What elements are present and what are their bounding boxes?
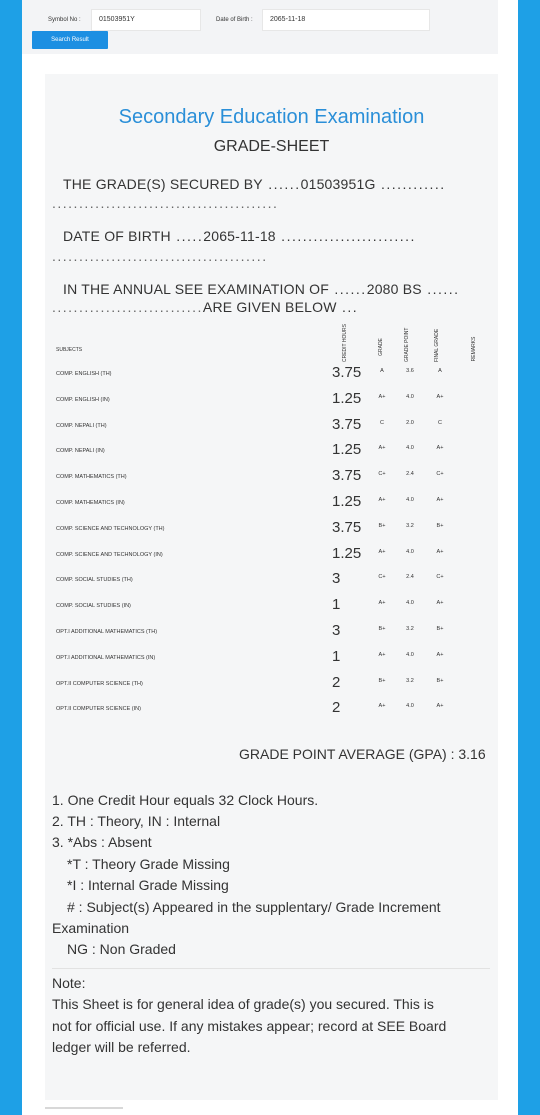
subject-cell: OPT.II COMPUTER SCIENCE (TH) (56, 680, 143, 687)
grade-cell: A (380, 368, 384, 374)
disclaimer-line: not for official use. If any mistakes appear; record at SEE Board (52, 1018, 447, 1034)
note-item: # : Subject(s) Appeared in the supplentary/ Grade Increment (67, 899, 441, 915)
given-below-text: ARE GIVEN BELOW (202, 299, 337, 315)
credit-hours-cell: 3 (332, 570, 341, 588)
final-grade-cell: C (438, 419, 442, 426)
credit-hours-cell: 1 (332, 596, 341, 614)
subject-cell: COMP. NEPALI (IN) (56, 448, 105, 455)
given-below-line: ............................ARE GIVEN BELOW ... (52, 299, 359, 315)
credit-hours-cell: 2 (332, 699, 341, 717)
grade-point-cell: 2.4 (406, 471, 414, 478)
symbol-label: Symbol No : (48, 17, 81, 23)
symbol-input[interactable]: 01503951Y (91, 9, 201, 31)
table-row (0, 672, 540, 698)
final-grade-cell: A+ (436, 548, 444, 555)
dob-line-label: DATE OF BIRTH (63, 228, 171, 244)
grade-point-cell: 4.0 (406, 393, 414, 400)
final-grade-cell: A+ (436, 703, 444, 710)
grade-point-cell: 3.2 (406, 677, 414, 684)
note-item: 2. TH : Theory, IN : Internal (52, 813, 221, 829)
grade-point-cell: 2.4 (406, 574, 414, 581)
dob-input[interactable]: 2065-11-18 (262, 9, 430, 31)
table-row (0, 465, 540, 491)
table-row (0, 388, 540, 414)
credit-hours-cell: 3.75 (332, 364, 362, 381)
subject-cell: COMP. MATHEMATICS (IN) (56, 500, 125, 506)
grade-cell: C+ (378, 574, 386, 581)
secured-by-value: 01503951G (300, 176, 376, 192)
exam-value: 2080 BS (366, 281, 422, 297)
exam-title: Secondary Education Examination (118, 106, 425, 128)
search-result-button[interactable]: Search Result (32, 31, 108, 49)
credit-hours-cell: 1.25 (332, 389, 362, 407)
dotted-line: ........................................ (52, 248, 268, 264)
note-item: *T : Theory Grade Missing (67, 856, 230, 872)
table-row (0, 594, 540, 620)
table-row (0, 439, 540, 465)
table-row (0, 362, 540, 388)
dotted-line: .......................................... (52, 195, 279, 211)
grade-point-cell: 4.0 (406, 651, 414, 658)
grade-cell: A+ (378, 497, 386, 503)
gpa-text: GRADE POINT AVERAGE (GPA) : 3.16 (239, 746, 486, 762)
note-item: 1. One Credit Hour equals 32 Clock Hours. (52, 792, 319, 808)
grade-cell: A+ (378, 600, 386, 607)
final-grade-header: FINAL GRADE (434, 328, 440, 362)
subject-cell: COMP. ENGLISH (TH) (56, 371, 112, 377)
final-grade-cell: A+ (436, 445, 444, 452)
credit-hours-cell: 1 (332, 647, 341, 665)
grade-cell: A+ (378, 393, 386, 400)
dob-line-value: 2065-11-18 (203, 228, 276, 244)
credit-hours-header: CREDIT HOURS (342, 324, 348, 362)
credit-hours-cell: 1.25 (332, 493, 362, 510)
final-grade-cell: B+ (436, 677, 444, 684)
final-grade-cell: A+ (436, 497, 444, 503)
subject-cell: COMP. SOCIAL STUDIES (TH) (56, 577, 133, 584)
dob-label: Date of Birth : (216, 17, 253, 23)
subjects-header: SUBJECTS (56, 347, 83, 353)
dob-line: DATE OF BIRTH .....2065-11-18 ......................... (63, 228, 416, 244)
credit-hours-cell: 1.25 (332, 544, 362, 562)
table-row (0, 491, 540, 517)
credit-hours-cell: 3 (332, 622, 341, 639)
final-grade-cell: B+ (436, 626, 444, 632)
grade-cell: C (380, 419, 384, 426)
grade-cell: B+ (378, 626, 386, 632)
table-row (0, 646, 540, 672)
credit-hours-cell: 3.75 (332, 518, 362, 536)
final-grade-cell: A (438, 368, 442, 374)
divider (52, 968, 490, 969)
note-item: 3. *Abs : Absent (52, 834, 152, 850)
table-row (0, 568, 540, 594)
grade-cell: A+ (378, 651, 386, 658)
subject-cell: COMP. MATHEMATICS (TH) (56, 474, 127, 481)
final-grade-cell: A+ (436, 651, 444, 658)
grade-point-cell: 4.0 (406, 600, 414, 607)
subject-cell: COMP. SCIENCE AND TECHNOLOGY (IN) (56, 551, 163, 558)
credit-hours-cell: 1.25 (332, 441, 362, 459)
table-row (0, 620, 540, 646)
grade-cell: B+ (378, 677, 386, 684)
grade-point-header: GRADE POINT (404, 327, 410, 362)
grade-point-cell: 2.0 (406, 419, 414, 426)
credit-hours-cell: 3.75 (332, 415, 362, 433)
grade-cell: A+ (378, 548, 386, 555)
note-heading: Note: (52, 975, 86, 991)
grade-point-cell: 3.2 (406, 626, 414, 632)
grade-cell: B+ (378, 522, 386, 529)
note-item: NG : Non Graded (67, 941, 176, 957)
grade-point-cell: 4.0 (406, 703, 414, 710)
grade-point-cell: 4.0 (406, 445, 414, 452)
exam-line: IN THE ANNUAL SEE EXAMINATION OF ......2080 BS ...... (63, 281, 460, 297)
grade-point-cell: 4.0 (406, 497, 414, 503)
final-grade-cell: B+ (436, 522, 444, 529)
table-row (0, 697, 540, 723)
credit-hours-cell: 3.75 (332, 467, 362, 485)
subject-cell: OPT.I ADDITIONAL MATHEMATICS (IN) (56, 654, 156, 661)
final-grade-cell: C+ (436, 471, 444, 478)
table-row (0, 517, 540, 543)
disclaimer-line: This Sheet is for general idea of grade(s) you secured. This is (52, 996, 434, 1012)
subject-cell: OPT.I ADDITIONAL MATHEMATICS (TH) (56, 629, 158, 635)
grade-sheet-heading: GRADE-SHEET (213, 138, 330, 155)
credit-hours-cell: 2 (332, 673, 341, 691)
subject-cell: COMP. SOCIAL STUDIES (IN) (56, 603, 131, 610)
remarks-header: REMARKS (471, 336, 477, 362)
subject-cell: COMP. SCIENCE AND TECHNOLOGY (TH) (56, 525, 165, 532)
final-grade-cell: A+ (436, 393, 444, 400)
grade-cell: A+ (378, 445, 386, 452)
final-grade-cell: A+ (436, 600, 444, 607)
next-section-edge (45, 1107, 123, 1109)
subject-cell: COMP. ENGLISH (IN) (56, 396, 110, 403)
grade-cell: A+ (378, 703, 386, 710)
grade-header: GRADE (378, 338, 384, 356)
subject-cell: COMP. NEPALI (TH) (56, 422, 107, 429)
grade-point-cell: 4.0 (406, 548, 414, 555)
subject-cell: OPT.II COMPUTER SCIENCE (IN) (56, 706, 141, 713)
grade-point-cell: 3.2 (406, 522, 414, 529)
grade-point-cell: 3.6 (406, 368, 414, 374)
table-row (0, 543, 540, 569)
exam-label: IN THE ANNUAL SEE EXAMINATION OF (63, 281, 329, 297)
grade-cell: C+ (378, 471, 386, 478)
note-item: Examination (52, 920, 130, 936)
note-item: *I : Internal Grade Missing (67, 877, 229, 893)
secured-by-line: THE GRADE(S) SECURED BY ......01503951G ............ (63, 176, 446, 192)
disclaimer-line: ledger will be referred. (52, 1039, 191, 1055)
final-grade-cell: C+ (436, 574, 444, 581)
secured-by-label: THE GRADE(S) SECURED BY (63, 176, 263, 192)
table-row (0, 414, 540, 440)
